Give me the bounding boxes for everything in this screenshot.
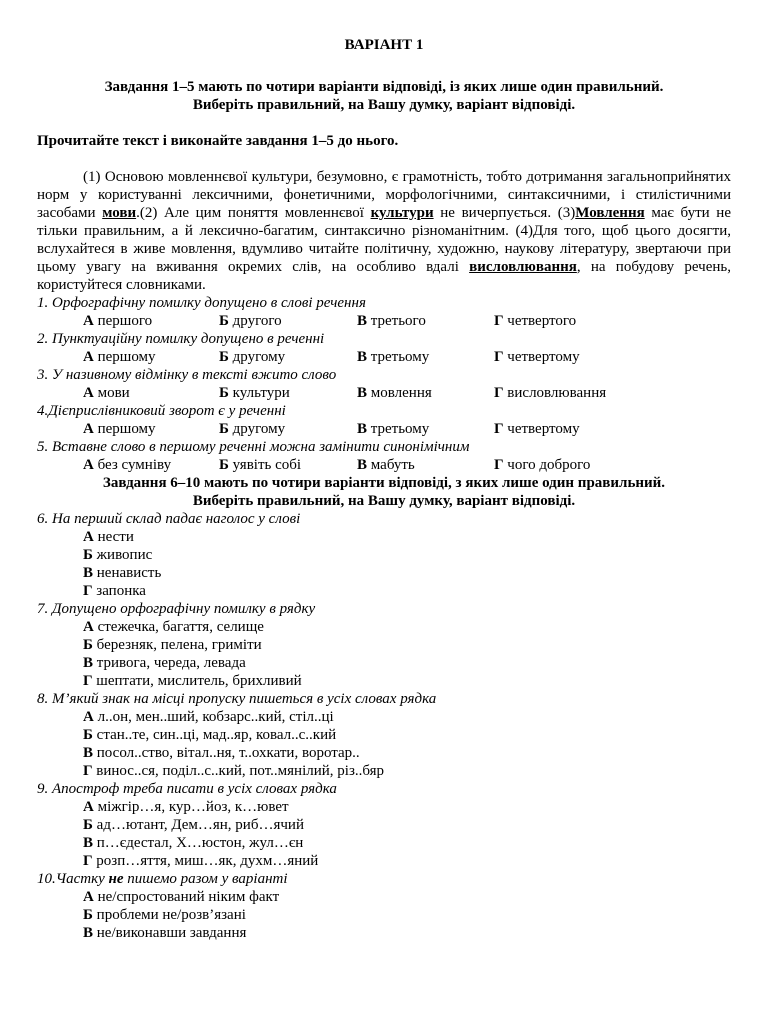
option-letter: В — [83, 565, 94, 581]
option[interactable] — [83, 582, 731, 600]
option[interactable] — [83, 762, 731, 780]
option-text: мови — [97, 385, 130, 401]
option[interactable] — [83, 834, 731, 852]
option-letter: А — [83, 349, 94, 365]
option[interactable] — [494, 384, 694, 402]
option-letter: Г — [494, 421, 504, 437]
question-10 — [37, 870, 731, 888]
question-4: 4.Дієприслівниковий зворот є у реченні — [37, 403, 286, 419]
option-letter: А — [83, 529, 94, 545]
option-letter: Г — [83, 853, 93, 869]
paragraph-text: , на побудову речень, користуйтеся словниками. — [37, 259, 731, 293]
option[interactable] — [83, 528, 731, 546]
option-letter: В — [357, 457, 368, 473]
option-text: тривога, череда, левада — [96, 655, 246, 671]
question-1: 1. Орфографічну помилку допущено в слові речення — [37, 295, 366, 311]
option-text: четвертому — [507, 421, 580, 437]
option-text: п…єдестал, Х…юстон, жул…єн — [96, 835, 304, 851]
paragraph-text: не вичерпується. (3) — [433, 205, 576, 221]
option-text: без сумніву — [97, 457, 172, 473]
option-text: проблеми не/розв’язані — [96, 907, 246, 923]
option-text: третього — [370, 313, 426, 329]
option[interactable] — [83, 348, 219, 366]
question-text: 10.Частку — [37, 871, 109, 887]
option-letter: Б — [83, 637, 93, 653]
paragraph-text: (1) Основою мовленнєвої культури, безумовно, є грамотність, тобто дотримання загальноприйнятих норм у користуванні лексичними, фонетичними, морфологічними, синтаксичними, і стилістичними засобами — [37, 169, 731, 221]
option-text: ад…ютант, Дем…ян, риб…ячий — [96, 817, 304, 833]
option-text: березняк, пелена, гриміти — [96, 637, 262, 653]
question-keyword: не — [108, 871, 124, 887]
option-letter: А — [83, 385, 94, 401]
option[interactable] — [83, 420, 219, 438]
option-letter: Г — [494, 313, 504, 329]
option[interactable] — [494, 348, 694, 366]
option-letter: Г — [83, 583, 93, 599]
option-letter: Б — [219, 421, 229, 437]
option-text: посол..ство, вітал..ня, т..охкати, воротар.. — [96, 745, 360, 761]
option-letter: Г — [494, 349, 504, 365]
question-3-options — [83, 384, 731, 402]
option-text: третьому — [370, 349, 430, 365]
option[interactable] — [83, 726, 731, 744]
question-5-options — [83, 456, 731, 474]
option-letter: А — [83, 619, 94, 635]
option[interactable] — [494, 420, 694, 438]
option-text: винос..ся, поділ..с..кий, пот..мянілий, різ..бяр — [96, 763, 385, 779]
option[interactable] — [357, 312, 494, 330]
option[interactable] — [83, 672, 731, 690]
option[interactable] — [219, 312, 357, 330]
option-text: другому — [232, 349, 286, 365]
option-letter: Б — [219, 313, 229, 329]
option-letter: Г — [494, 457, 504, 473]
option-text: уявіть собі — [232, 457, 302, 473]
question-3: 3. У називному відмінку в тексті вжито слово — [37, 367, 337, 383]
option[interactable] — [494, 312, 694, 330]
question-text: пишемо разом у варіанті — [123, 871, 288, 887]
option-text: стежечка, багаття, селище — [97, 619, 264, 635]
option[interactable] — [83, 852, 731, 870]
option[interactable] — [83, 564, 731, 582]
option-text: третьому — [370, 421, 430, 437]
keyword-movlennia: Мовлення — [575, 205, 645, 221]
question-2: 2. Пунктуаційну помилку допущено в реченні — [37, 331, 325, 347]
question-6: 6. На перший склад падає наголос у слові — [37, 511, 301, 527]
option-text: живопис — [96, 547, 153, 563]
question-7: 7. Допущено орфографічну помилку в рядку — [37, 601, 316, 617]
option-letter: А — [83, 709, 94, 725]
option-text: культури — [232, 385, 290, 401]
keyword-movy: мови — [102, 205, 137, 221]
option-letter: А — [83, 313, 94, 329]
instructions-1-line-2: Виберіть правильний, на Вашу думку, варіант відповіді. — [192, 97, 576, 113]
option[interactable] — [83, 888, 731, 906]
option[interactable] — [494, 456, 694, 474]
option-letter: В — [83, 925, 94, 941]
option[interactable] — [83, 744, 731, 762]
option-text: мовлення — [370, 385, 432, 401]
question-9: 9. Апостроф треба писати в усіх словах рядка — [37, 781, 337, 797]
option-text: четвертому — [507, 349, 580, 365]
option[interactable] — [83, 636, 731, 654]
option[interactable] — [357, 384, 494, 402]
option[interactable] — [357, 456, 494, 474]
option-letter: А — [83, 421, 94, 437]
option-letter: Г — [494, 385, 504, 401]
option[interactable] — [83, 618, 731, 636]
instructions-1-line-1: Завдання 1–5 мають по чотири варіанти відповіді, із яких лише один правильний. — [104, 79, 664, 95]
option-letter: В — [83, 655, 94, 671]
option[interactable] — [219, 348, 357, 366]
option-text: другому — [232, 421, 286, 437]
question-1-options — [83, 312, 731, 330]
test-page — [37, 36, 731, 942]
option-letter: Б — [83, 547, 93, 563]
option[interactable] — [219, 456, 357, 474]
option-letter: А — [83, 457, 94, 473]
option-text: першому — [97, 421, 156, 437]
option-letter: Б — [219, 457, 229, 473]
option-letter: В — [357, 421, 368, 437]
reading-paragraph — [37, 168, 731, 294]
option[interactable] — [83, 546, 731, 564]
option-text: першого — [97, 313, 153, 329]
option-letter: Б — [219, 349, 229, 365]
option[interactable] — [357, 420, 494, 438]
instructions-2-line-1: Завдання 6–10 мають по чотири варіанти відповіді, з яких лише один правильний. — [102, 475, 666, 491]
option-letter: В — [83, 835, 94, 851]
option-text: не/спростований ніким факт — [97, 889, 280, 905]
question-5: 5. Вставне слово в першому реченні можна замінити синонімічним — [37, 439, 470, 455]
page-title: ВАРІАНТ 1 — [344, 37, 424, 53]
option[interactable] — [83, 906, 731, 924]
option-letter: В — [357, 385, 368, 401]
option[interactable] — [83, 816, 731, 834]
option[interactable] — [83, 456, 219, 474]
option-text: шептати, мислитель, брихливий — [96, 673, 302, 689]
option[interactable] — [83, 924, 731, 942]
option-letter: Б — [83, 817, 93, 833]
option-letter: Б — [219, 385, 229, 401]
question-8: 8. М’який знак на місці пропуску пишеться в усіх словах рядка — [37, 691, 437, 707]
option-letter: А — [83, 889, 94, 905]
option-text: стан..те, син..ці, мад..яр, ковал..с..кий — [96, 727, 337, 743]
option-letter: В — [357, 313, 368, 329]
option[interactable] — [83, 708, 731, 726]
option-letter: А — [83, 799, 94, 815]
option[interactable] — [83, 384, 219, 402]
option-letter: Б — [83, 907, 93, 923]
option[interactable] — [83, 312, 219, 330]
option-text: першому — [97, 349, 156, 365]
option[interactable] — [83, 798, 731, 816]
paragraph-text: має бути не тільки правильним, а й лексично-багатим, синтаксично різноманітним. (4)Для того, щоб цього досягти, вслухайтеся в живе мовлення, вдумливо читайте політичну, художню, наукову літературу, звертаючи при цьому увагу на вживання окремих слів, на особливо вдалі — [37, 205, 731, 275]
option[interactable] — [219, 384, 357, 402]
question-2-options — [83, 348, 731, 366]
option-text: мабуть — [370, 457, 415, 473]
question-4-options — [83, 420, 731, 438]
option-letter: Г — [83, 763, 93, 779]
option-letter: В — [83, 745, 94, 761]
option[interactable] — [219, 420, 357, 438]
option-text: чого доброго — [507, 457, 591, 473]
option-letter: Б — [83, 727, 93, 743]
option-text: ненависть — [96, 565, 162, 581]
keyword-vyslovliuvannia: висловлювання — [469, 259, 577, 275]
instructions-2-line-2: Виберіть правильний, на Вашу думку, варіант відповіді. — [192, 493, 576, 509]
option[interactable] — [357, 348, 494, 366]
option-text: висловлювання — [507, 385, 607, 401]
option[interactable] — [83, 654, 731, 672]
option-letter: В — [357, 349, 368, 365]
option-text: л..он, мен..ший, кобзарс..кий, стіл..ці — [97, 709, 334, 725]
paragraph-text: .(2) Але цим поняття мовленнєвої — [136, 205, 371, 221]
option-letter: Г — [83, 673, 93, 689]
keyword-kultury: культури — [370, 205, 434, 221]
option-text: міжгір…я, кур…йоз, к…ювет — [97, 799, 289, 815]
option-text: не/виконавши завдання — [96, 925, 247, 941]
option-text: запонка — [96, 583, 146, 599]
option-text: розп…яття, миш…як, духм…яний — [96, 853, 319, 869]
option-text: нести — [97, 529, 134, 545]
option-text: четвертого — [507, 313, 577, 329]
read-prompt: Прочитайте текст і виконайте завдання 1–5 до нього. — [37, 133, 399, 149]
option-text: другого — [232, 313, 282, 329]
